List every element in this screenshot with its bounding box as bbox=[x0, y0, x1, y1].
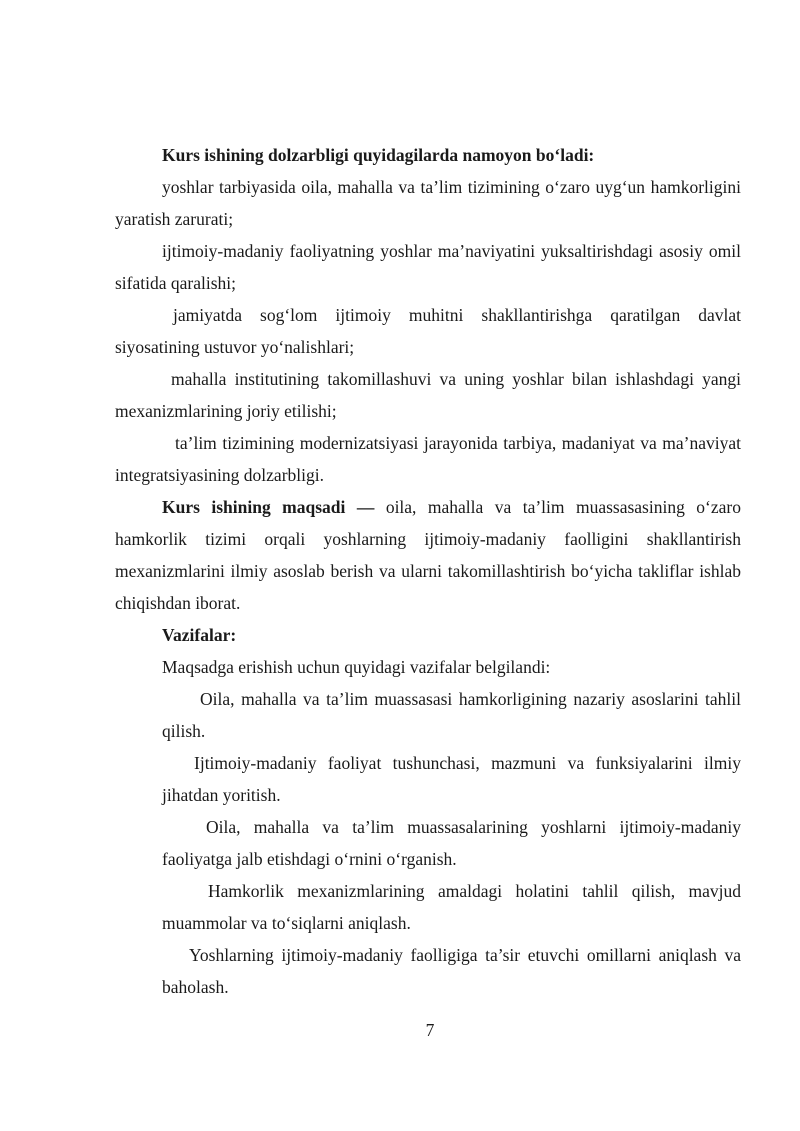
relevance-item-5: ta’lim tizimining modernizatsiyasi jarayonida tarbiya, madaniyat va ma’naviyat integratsiyasining dolzarbligi. bbox=[115, 433, 741, 485]
task-item-3: Oila, mahalla va ta’lim muassasalarining yoshlarni ijtimoiy-madaniy faoliyatga jalb etishdagi o‘rnini o‘rganish. bbox=[162, 817, 741, 869]
task-item-4: Hamkorlik mexanizmlarining amaldagi holatini tahlil qilish, mavjud muammolar va to‘siqlarni aniqlash. bbox=[162, 881, 741, 933]
tasks-intro: Maqsadga erishish uchun quyidagi vazifalar belgilandi: bbox=[162, 657, 551, 677]
relevance-heading: Kurs ishining dolzarbligi quyidagilarda namoyon bo‘ladi: bbox=[162, 145, 595, 165]
task-item-1: Oila, mahalla va ta’lim muassasasi hamkorligining nazariy asoslarini tahlil qilish. bbox=[162, 689, 741, 741]
goal-text: oila, mahalla va ta’lim muassasasining o‘zaro hamkorlik tizimi orqali yoshlarning ijtimoiy-madaniy faolligini shakllantirish mexanizmlarini ilmiy asoslab berish va ularni takomillashtirish bo‘yicha takliflar ishlab chiqishdan iborat. bbox=[115, 497, 741, 613]
relevance-item-2: ijtimoiy-madaniy faoliyatning yoshlar ma’naviyatini yuksaltirishdagi asosiy omil sifatida qaralishi; bbox=[115, 241, 741, 293]
page-number: 7 bbox=[425, 1020, 435, 1040]
relevance-item-3: jamiyatda sog‘lom ijtimoiy muhitni shakllantirishga qaratilgan davlat siyosatining ustuvor yo‘nalishlari; bbox=[115, 305, 741, 357]
tasks-heading: Vazifalar: bbox=[162, 625, 237, 645]
task-item-5: Yoshlarning ijtimoiy-madaniy faolligiga ta’sir etuvchi omillarni aniqlash va baholash. bbox=[162, 945, 741, 997]
goal-label: Kurs ishining maqsadi — bbox=[162, 497, 375, 517]
relevance-item-1: yoshlar tarbiyasida oila, mahalla va ta’lim tizimining o‘zaro uyg‘un hamkorligini yaratish zarurati; bbox=[115, 177, 741, 229]
relevance-item-4: mahalla institutining takomillashuvi va uning yoshlar bilan ishlashdagi yangi mexanizmlarining joriy etilishi; bbox=[115, 369, 741, 421]
task-item-2: Ijtimoiy-madaniy faoliyat tushunchasi, mazmuni va funksiyalarini ilmiy jihatdan yoritish. bbox=[162, 753, 741, 805]
goal-paragraph bbox=[115, 491, 741, 619]
